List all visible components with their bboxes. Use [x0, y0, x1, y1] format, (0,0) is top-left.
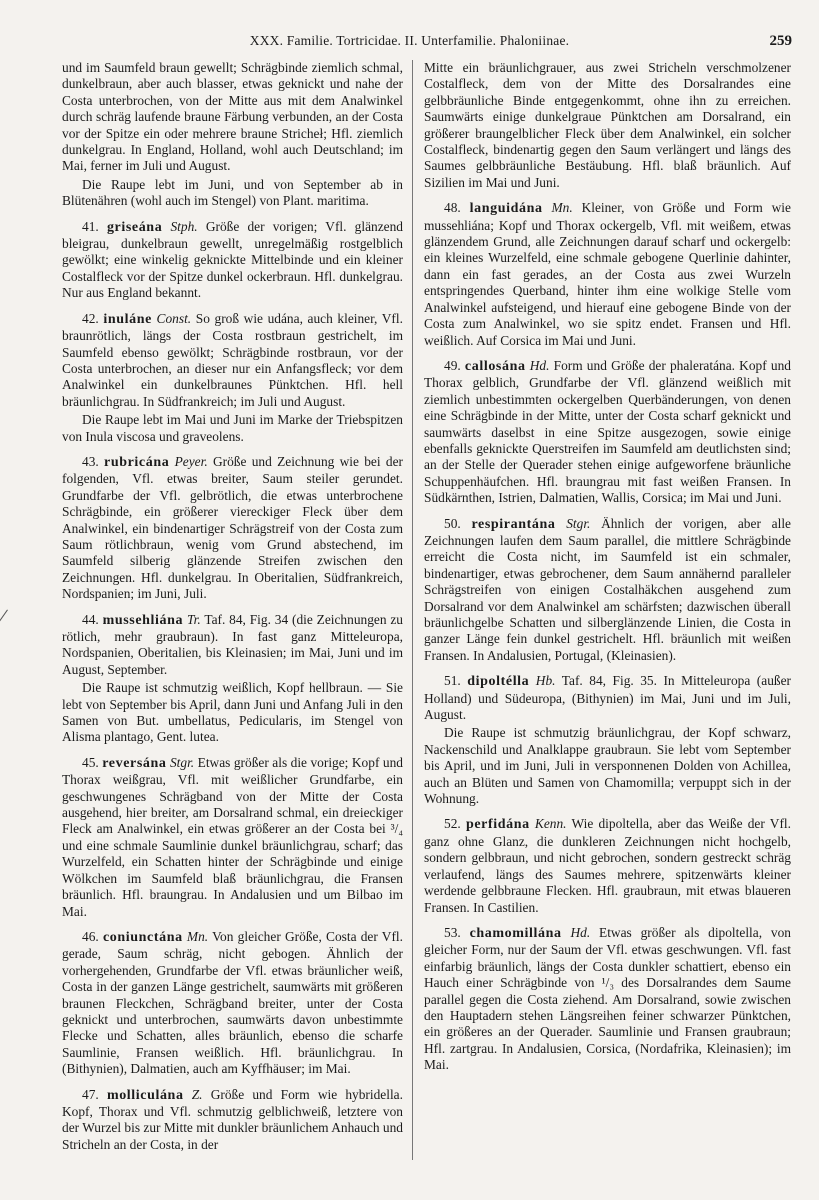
entry-number: 52. [444, 816, 461, 832]
species-entry [424, 925, 791, 1074]
species-name: languidána [469, 201, 543, 217]
entry-description: Taf. 84, Fig. 35. In Mitteleuropa (außer Holland) und Südeuropa, (Bithynien) im Mai, Juni und im Juli, August. [424, 673, 791, 723]
running-header [0, 33, 819, 55]
entry-number: 49. [444, 357, 461, 373]
species-name: reversána [102, 755, 167, 771]
species-name: respirantána [471, 516, 556, 532]
entry-description: Taf. 84, Fig. 34 (die Zeichnungen zu rötlich, mehr graubraun). In fast ganz Mitteleuropa, Nordspanien, Oberitalien, bis Kleinasien; im Mai, Juni und im August, September. [62, 611, 404, 677]
continued-text: Mitte ein bräunlichgrauer, aus zwei Stricheln verschmolzener Costalfleck, dem von der Mitte des Dorsalrandes eine gelbbräunliche Binde entgegenkommt, ohne ihn zu erreichen. Saumwärts einige dunkelgraue Pünktchen am Dorsalrand, ein größerer braungelblicher Fleck über dem Analwinkel, ein solcher Costalfleck, bindenartig gegen den Saum verlängert und längs des Saumes gelbbräunliche Bestäubung. Hfl. blaß bräunlich. Auf Sizilien im Mai und Juni. [424, 60, 791, 190]
species-entry [424, 200, 791, 349]
species-name: mussehliána [102, 612, 184, 628]
entry-number: 43. [82, 453, 99, 469]
entry-description: Größe der vorigen; Vfl. glänzend bleigrau, dunkelbraun gewellt, unregelmäßig rostgelblich gewölkt; eine winkelig geknickte Mittelbinde und ein kleiner Costalfleck vor der Spitze dunkel ockerbraun. Hfl. dunkelgrau. Nur aus England bekannt. [62, 218, 403, 301]
species-entry [424, 673, 791, 723]
species-name: inuláne [103, 311, 152, 327]
species-author: Stgr. [169, 754, 195, 770]
species-entry [424, 816, 791, 915]
entry-description: Etwas größer als die vorige; Kopf und Thorax weißgrau, Vfl. mit weißlicher Grundfarbe, ein geschwungenes Schrägband von der Mitte der Costa ausgehend, hier breiter, am Dorsalrand schmal, ein dreieckiger Fleck am Analwinkel, ein etwas größerer an der Costa bei ³/₄ und eine schmale Saumlinie dunkel bräunlichgrau, scharf; das Wurzelfeld, ein Schatten hinter der Schrägbinde und einige Wölkchen im Saumfeld blaß bräunlichgrau, die Fransen bräunlich. Hfl. braungrau. In Andalusien und um Bilbao im Mai. [62, 754, 403, 919]
species-entry [62, 219, 403, 302]
margin-pencil-mark [0, 610, 19, 635]
entry-number: 53. [444, 924, 461, 940]
entry-description: Etwas größer als dipoltella, von gleicher Form, nur der Saum der Vfl. etwas geschwungen. Vfl. fast einfarbig bräunlich, längs der Costa dunkler schattiert, ebenso ein Hauch einer Schrägbinde von ¹/₃ des Dorsalrandes dem Saume parallel gegen die Costa ziehend. Am Dorsalrand, sowie zwischen den Hauptadern stehen Längsreihen feiner schwarzer Pünktchen, ein größeres an der Querader. Saumlinie und Fransen graubraun; Hfl. zartgrau. In Andalusien, Corsica, (Nordafrika, Kleinasien); im Mai. [424, 924, 791, 1073]
entry-description: Form und Größe der phaleratána. Kopf und Thorax gelblich, Grundfarbe der Vfl. glänzend weißlich mit ziemlich unbestimmten ockergelben Querbänderungen, von denen eine Schrägbinde in der Mitte, unter der Costa scharf geknickt und saumwärts daselbst in eine Spitze ausgezogen, sowie einige ebenfalls geknickte Querstreifen im Saumfeld am deutlichsten sind; an der Stelle der Querader stehen einige aufgeworfene bräunliche Schuppenhäufchen. Hfl. braungrau mit fast weißen Fransen. In Südkärnthen, Istrien, Dalmatien, Wallis, Corsica; im Mai und Juni. [424, 357, 791, 506]
left-column [62, 60, 403, 1155]
continued-text: und im Saumfeld braun gewellt; Schrägbinde ziemlich schmal, dunkelbraun, aber auch blasser, etwas geknickt und nahe der Costa unterbrochen, von der Mitte aus mit dem Analwinkel durch schräg laufende braune Färbung verbunden, an der Costa vor der Spitze ein oder mehrere braune Stricheł; Hfl. ziemlich dunkelgrau. In England, Holland, wohl auch Deutschland; im Mai, ferner im Juli und August. [62, 60, 403, 174]
species-name: rubricána [104, 454, 170, 470]
entry-description: Ähnlich der vorigen, aber alle Zeichnungen laufen dem Saum parallel, die mittlere Schrägbinde erreicht die Costa nicht, im Saumfeld ist ein schmaler, bindenartiger, etwas gebrochener, dem Saum annähernd paralleler Schrägstreifen von einigen Costalhäkchen ausgehend zum Dorsalrand vor dem Analwinkel am schärfsten; dazwischen überall bräunlichgelbe Schatten und silberglänzende Linien, die Costa in ganzer Länge fein dunkel gestrichelt. Hfl. bräunlich mit weißen Fransen. In Andalusien, Portugal, (Kleinasien). [424, 515, 791, 663]
species-author: Mn. [186, 928, 209, 944]
species-name: griseána [106, 219, 163, 235]
species-entry [62, 612, 403, 679]
entry-description: Größe und Form wie hybridella. Kopf, Thorax und Vfl. schmutzig gelblichweiß, letztere von der Wurzel bis zur Mitte mit dunkler bräunlichem Anhauch und Stricheln an der Costa, in der [62, 1086, 403, 1152]
species-author: Const. [156, 310, 192, 326]
species-entry [62, 311, 403, 410]
species-author: Stph. [170, 218, 198, 234]
page-number: 259 [769, 33, 792, 49]
species-name: callosána [464, 358, 526, 374]
species-author: Hd. [570, 924, 591, 940]
entry-description: Größe und Zeichnung wie bei der folgenden, Vfl. etwas breiter, Saum steiler gerundet. Grundfarbe der Vfl. gelbrötlich, die etwas unterbrochene Schrägbinde, ein größerer viereckiger Fleck über dem Analwinkel, ein bindenartiger Schrägstreif von der Costa zum Saum rötlichbraun, wenig vom Grund abstechend, im Saumfeld silberig glänzende Streifen zwischen den Zeichnungen. Hfl. dunkelgrau. In Oberitalien, Südfrankreich, Nordspanien; im Juni, Juli. [62, 453, 403, 602]
larva-paragraph: Die Raupe lebt im Mai und Juni im Marke der Triebspitzen von Inula viscosa und graveolens. [62, 412, 403, 444]
species-author: Stgr. [566, 515, 591, 531]
species-author: Hd. [529, 357, 550, 373]
species-author: Kenn. [534, 816, 567, 832]
entry-description: Von gleicher Größe, Costa der Vfl. gerade, Saum schräg, nicht gebogen. Ähnlich der vorhergehenden, Grundfarbe der Vfl. etwas bräunlicher weiß, Costa in der ganzen Länge gestrichelt, saumwärts mit größeren braunen Fleckchen, Schrägband breiter, unter der Costa geknickt und unterbrochen, saumwärts davon unbestimmte Flecke und Schatten, alles bräunlich, ebenso die scharfe Saumlinie, Fransen weißlich. Hfl. bräunlichgrau. In (Bithynien), Dalmatien, auch am Kyffhäuser; im Mai. [62, 928, 403, 1077]
species-author: Hb. [535, 673, 556, 689]
species-entry [62, 929, 403, 1078]
entry-description: So groß wie udána, auch kleiner, Vfl. braunrötlich, längs der Costa rostbraun gestrichelt, im Saumfeld ebenso gewölkt; Schrägbinde rostbraun, vor der Costa unterbrochen, an dieser nur ein Anfangsfleck; vor dem Analwinkel ein dunkelbraunes Pünktchen. Hfl. hell bräunlichgrau. In Südfrankreich; im Juli und August. [62, 310, 403, 409]
species-name: coniunctána [102, 929, 183, 945]
species-entry [424, 358, 791, 507]
entry-number: 42. [82, 310, 99, 326]
entry-number: 51. [444, 673, 461, 689]
species-name: molliculána [106, 1087, 184, 1103]
entry-description: Kleiner, von Größe und Form wie mussehliána; Kopf und Thorax ockergelb, Vfl. mit weißem, etwas glänzendem Grund, alle Zeichnungen darauf scharf und ockergelb: ein kleines Wurzelfeld, eine schmale gebogene Querlinie dahinter, dann ein fast gerades, an der Costa aus zwei Wurzeln entspringendes Querband, hinter ihm eine wolkige Stelle vom Analwinkel aufsteigend, und hierauf eine gebogene Binde von der Costa zum Analwinkel, wo sie spitz endet. Fransen und Hfl. weißlich. Auf Corsica im Mai und Juni. [424, 200, 791, 348]
species-entry [62, 1087, 403, 1154]
entry-number: 50. [444, 515, 461, 531]
right-column [424, 60, 791, 1076]
header-title: XXX. Familie. Tortricidae. II. Unterfamilie. Phaloniinae. [249, 33, 570, 48]
entry-number: 46. [82, 928, 99, 944]
larva-paragraph: Die Raupe ist schmutzig bräunlichgrau, der Kopf schwarz, Nackenschild und Analklappe graubraun. Sie lebt vom September bis April, und im Juni, Juli in versponnenen Dolden von Achillea, auch an Blüten und Samen von Chamomilla; verpuppt sich in der Wohnung. [424, 725, 791, 807]
species-name: dipoltélla [467, 674, 530, 690]
species-entry [424, 516, 791, 665]
species-entry [62, 454, 403, 603]
species-author: Peyer. [174, 453, 208, 469]
entry-number: 41. [82, 218, 99, 234]
entry-number: 45. [82, 754, 99, 770]
larva-paragraph: Die Raupe lebt im Juni, und von September ab in Blütenähren (wohl auch im Stengel) von Plant. maritima. [62, 176, 403, 209]
entry-number: 48. [444, 200, 461, 216]
species-name: perfidána [465, 817, 530, 833]
species-author: Tr. [186, 611, 201, 627]
entry-description: Wie dipoltella, aber das Weiße der Vfl. ganz ohne Glanz, die dunkleren Zeichnungen nicht hochgelb, sondern gelbbraun, und nicht gebrochen, sondern gestreckt schräg verlaufend, längs des Saumes mehrere, spitzenwärts kleiner werdende gelbbraune Flecken. Hfl. graubraun, mit etwas blaueren Fransen. In Castilien. [424, 816, 791, 915]
species-name: chamomillána [469, 925, 562, 941]
species-author: Z. [191, 1086, 203, 1102]
column-divider [412, 60, 413, 1160]
entry-number: 44. [82, 611, 99, 627]
species-author: Mn. [551, 200, 573, 216]
larva-paragraph: Die Raupe ist schmutzig weißlich, Kopf hellbraun. — Sie lebt von September bis April, dann Juni und Anfang Juli in den Samen von But. umbellatus, Pedicularis, im Stengel von Alisma plantago, Gent. lutea. [62, 680, 403, 745]
species-entry [62, 755, 403, 920]
entry-number: 47. [82, 1086, 99, 1102]
